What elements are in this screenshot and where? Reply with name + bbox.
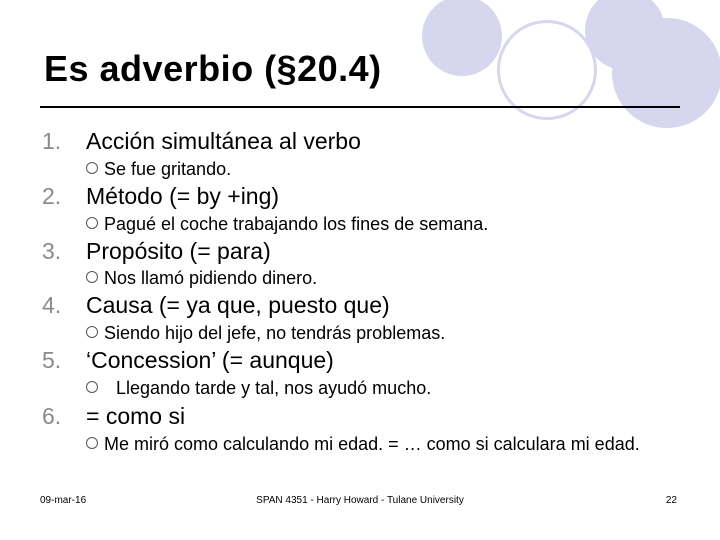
example-text: Siendo hijo del jefe, no tendrás problemas. — [104, 323, 446, 343]
sub-item — [86, 323, 445, 344]
circle-bullet-icon — [86, 271, 98, 283]
list-item — [42, 347, 334, 374]
slide-title: Es adverbio (§20.4) — [44, 48, 382, 89]
sub-item — [86, 268, 317, 289]
item-label: Acción simultánea al verbo — [86, 128, 361, 154]
example-text: Me miró como calculando mi edad. = … como si calculara mi edad. — [104, 434, 640, 454]
example-text: Se fue gritando. — [104, 159, 232, 179]
sub-item — [86, 433, 678, 455]
item-number: 4. — [42, 292, 62, 318]
decorative-circle — [497, 20, 597, 120]
item-label: Método (= by +ing) — [86, 183, 280, 209]
item-label: = como si — [86, 403, 186, 429]
circle-bullet-icon — [86, 437, 98, 449]
sub-item — [86, 159, 231, 180]
item-number: 2. — [42, 183, 62, 209]
item-number: 5. — [42, 347, 62, 373]
list-item — [42, 403, 185, 430]
sub-item — [86, 378, 431, 399]
sub-item — [86, 214, 488, 235]
example-text: Nos llamó pidiendo dinero. — [104, 268, 318, 288]
page-number: 22 — [665, 495, 677, 506]
item-label: Causa (= ya que, puesto que) — [86, 292, 390, 318]
item-number: 1. — [42, 128, 62, 154]
list-item — [42, 238, 271, 265]
footer-date: 09-mar-16 — [40, 495, 87, 506]
title-divider — [40, 106, 680, 108]
item-label: Propósito (= para) — [86, 238, 271, 264]
circle-bullet-icon — [86, 326, 98, 338]
example-text: Llegando tarde y tal, nos ayudó mucho. — [116, 378, 432, 398]
item-number: 6. — [42, 403, 62, 429]
list-item — [42, 292, 390, 319]
item-number: 3. — [42, 238, 62, 264]
circle-bullet-icon — [86, 162, 98, 174]
footer-course: SPAN 4351 - Harry Howard - Tulane University — [256, 495, 464, 506]
item-label: ‘Concession’ (= aunque) — [86, 347, 334, 373]
decorative-circle — [422, 0, 502, 76]
circle-bullet-icon — [86, 217, 98, 229]
circle-bullet-icon — [86, 381, 98, 393]
list-item — [42, 183, 279, 210]
example-text: Pagué el coche trabajando los fines de semana. — [104, 214, 489, 234]
decorative-circle — [612, 18, 720, 128]
list-item — [42, 128, 361, 155]
